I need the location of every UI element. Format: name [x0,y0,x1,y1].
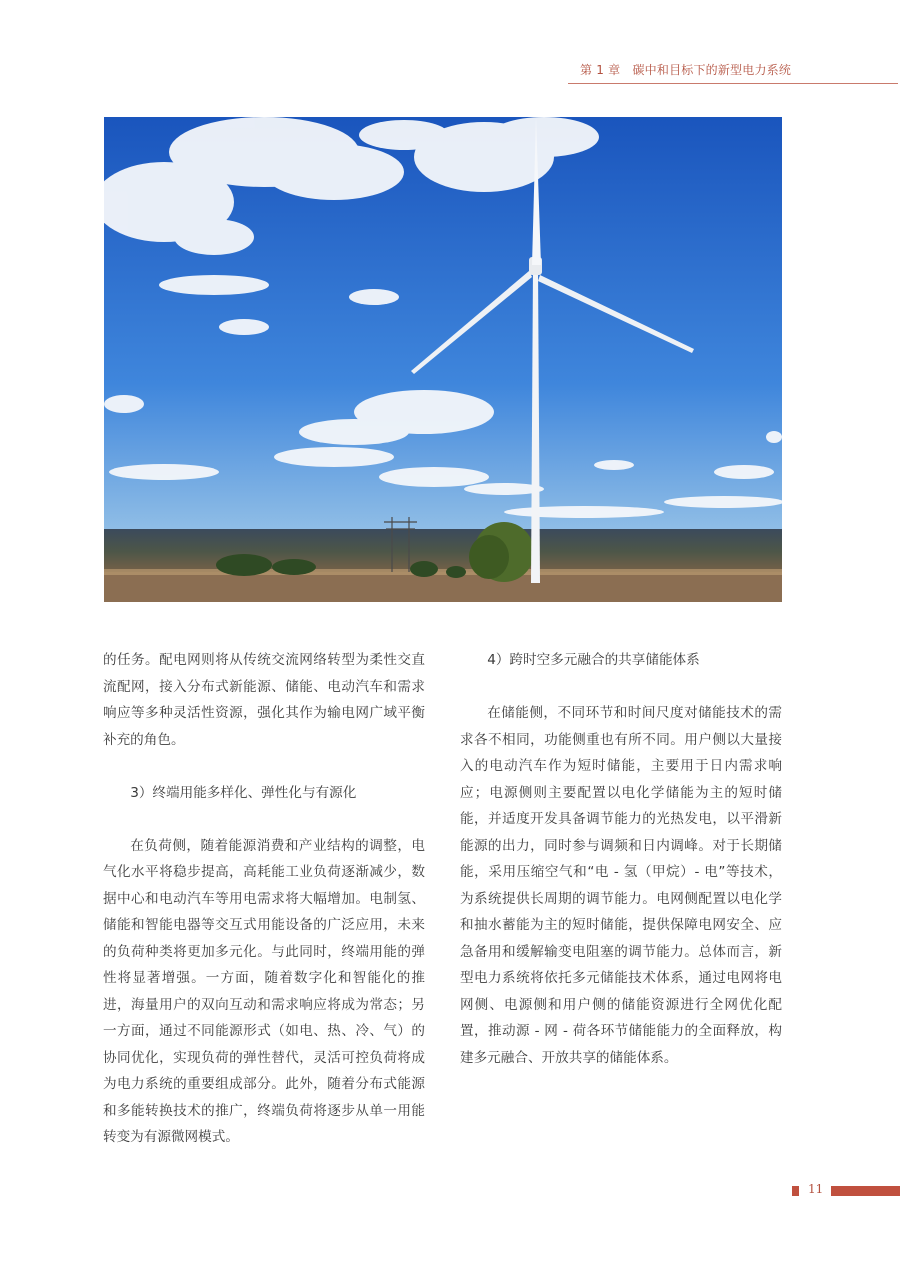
footer-marker [792,1186,799,1196]
chapter-header: 第 1 章 碳中和目标下的新型电力系统 [580,63,792,77]
page-number: 11 [808,1182,824,1196]
section-heading-4: 4）跨时空多元融合的共享储能体系 [487,652,700,668]
left-paragraph-2: 在负荷侧，随着能源消费和产业结构的调整，电气化水平将稳步提高，高耗能工业负荷逐渐减少，数据中心和电动汽车等用电需求将大幅增加。电制氢、储能和智能电器等交互式用能设备的广泛应用，未来的负荷种类将更加多元化。与此同时，终端用能的弹性将显著增强。一方面，随着数字化和智能化的推进，海量用户的双向互动和需求响应将成为常态；另一方面，通过不同能源形式（如电、热、冷、气）的协同优化，实现负荷的弹性替代，灵活可控负荷将成为电力系统的重要组成部分。此外，随着分布式能源和多能转换技术的推广，终端负荷将逐步从单一用能转变为有源微网模式。 [103,837,425,1145]
left-text-column [103,647,425,1151]
section-heading-3: 3）终端用能多样化、弹性化与有源化 [130,784,357,801]
wind-turbine-photo [104,117,782,602]
footer-bar [831,1186,900,1196]
right-text-column [460,647,782,1071]
header-divider [568,83,898,84]
left-paragraph-1: 的任务。配电网则将从传统交流网络转型为柔性交直流配网，接入分布式新能源、储能、电动汽车和需求响应等多种灵活性资源，强化其作为输电网广域平衡补充的角色。 [103,652,425,748]
right-paragraph-1: 在储能侧，不同环节和时间尺度对储能技术的需求各不相同，功能侧重也有所不同。用户侧以大量接入的电动汽车作为短时储能，主要用于日内需求响应；电源侧则主要配置以电化学储能为主的短时储能，并适度开发具备调节能力的光热发电，以平滑新能源的出力，同时参与调频和日内调峰。对于长期储能，采用压缩空气和“电 - 氢（甲烷）- 电”等技术，为系统提供长周期的调节能力。电网侧配置以电化学和抽水蓄能为主的短时储能，提供保障电网安全、应急备用和缓解输变电阻塞的调节能力。总体而言，新型电力系统将依托多元储能技术体系，通过电网将电网侧、电源侧和用户侧的储能资源进行全网优化配置，推动源 - 网 - 荷各环节储能能力的全面释放，构建多元融合、开放共享的储能体系。 [460,705,782,1066]
